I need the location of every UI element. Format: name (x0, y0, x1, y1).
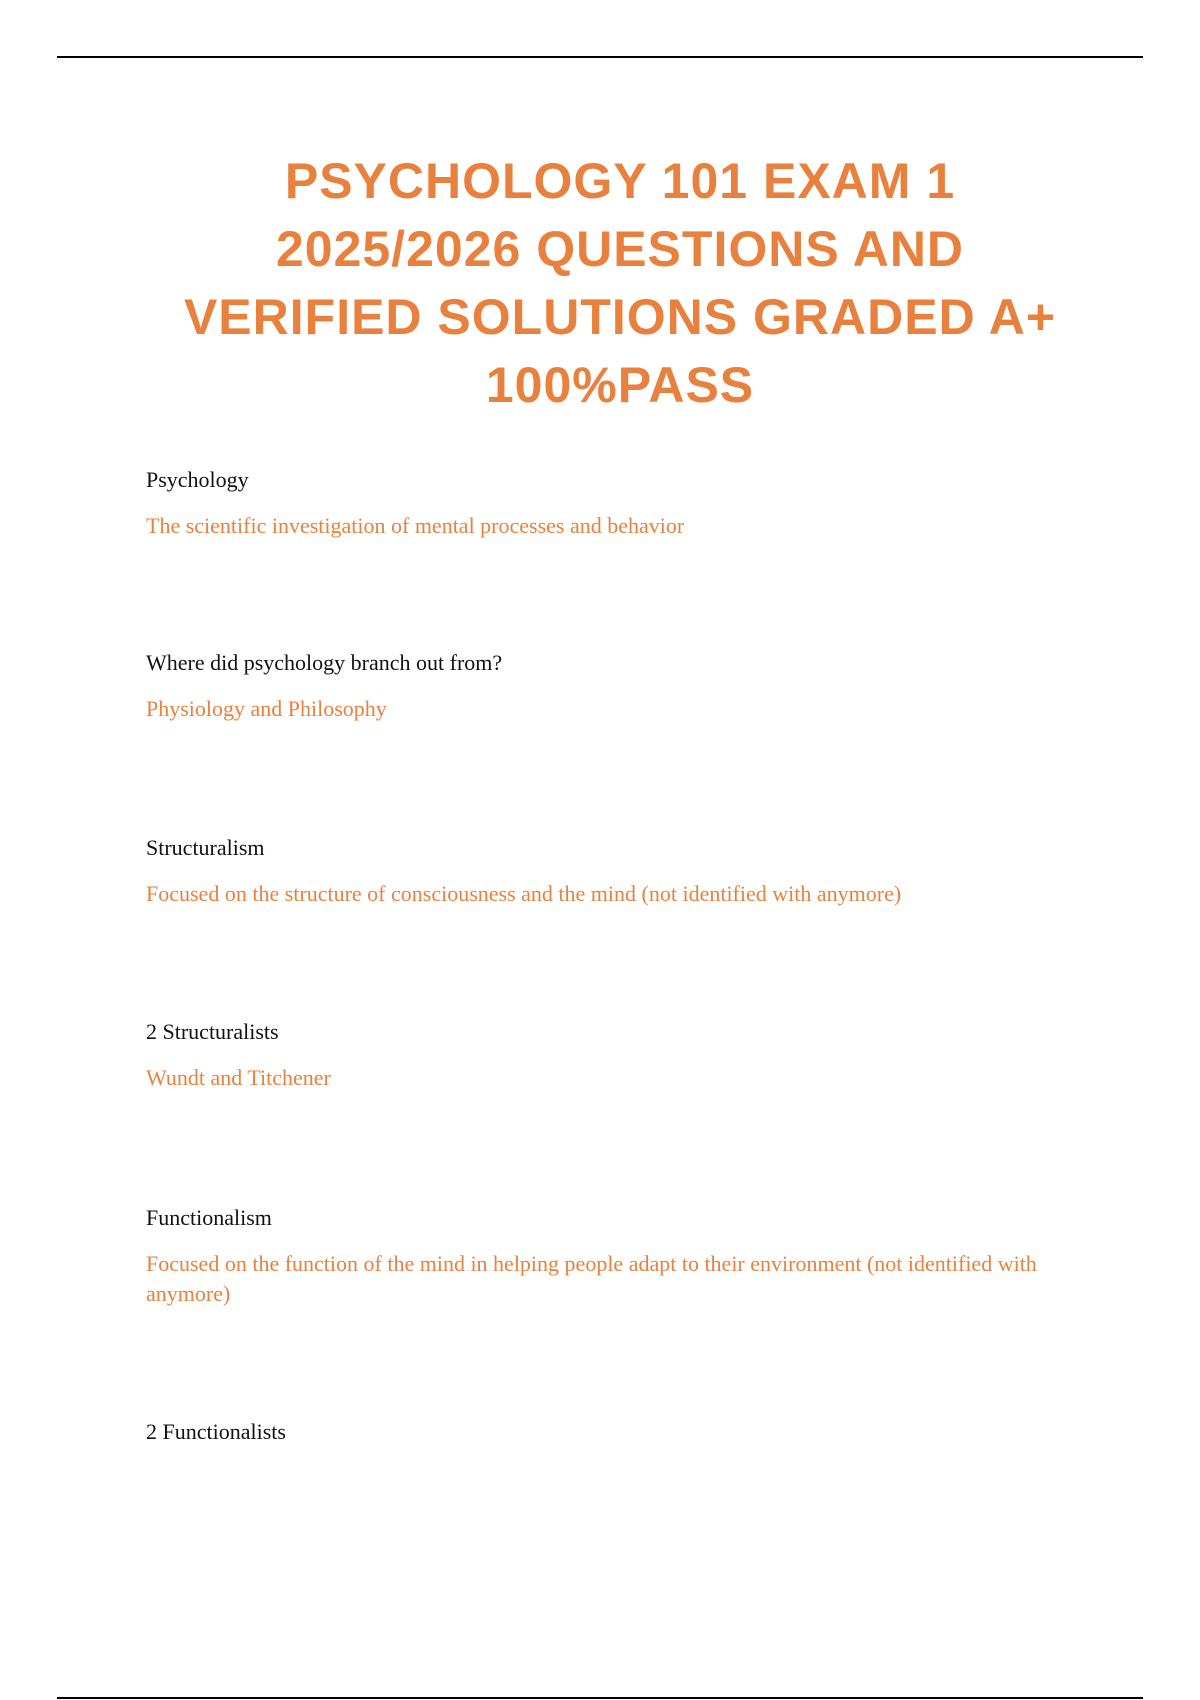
title-line: 2025/2026 QUESTIONS AND (275, 221, 965, 277)
qa-item-functionalists (146, 1417, 1106, 1463)
qa-item-structuralism (146, 833, 1106, 909)
qa-item-structuralists (146, 1017, 1106, 1093)
answer-text: Physiology and Philosophy (146, 696, 387, 721)
title-line: 100%PASS (485, 357, 755, 413)
qa-item-functionalism (146, 1203, 1106, 1309)
question-text: Psychology (146, 467, 249, 492)
top-rule (57, 56, 1143, 58)
qa-item-psychology (146, 465, 1106, 541)
question-text: Structuralism (146, 835, 265, 860)
question-text: 2 Functionalists (146, 1419, 286, 1444)
bottom-rule (57, 1697, 1143, 1699)
answer-text: Focused on the function of the mind in helping people adapt to their environment (not identified with anymore) (146, 1251, 1037, 1306)
question-text: Functionalism (146, 1205, 272, 1230)
question-text: 2 Structuralists (146, 1019, 279, 1044)
answer-text: The scientific investigation of mental processes and behavior (146, 513, 685, 538)
qa-item-branch-origin (146, 648, 1106, 724)
document-title (100, 147, 1140, 419)
question-text: Where did psychology branch out from? (146, 650, 503, 675)
answer-text: Wundt and Titchener (146, 1065, 331, 1090)
title-line: PSYCHOLOGY 101 EXAM 1 (284, 153, 956, 209)
title-line: VERIFIED SOLUTIONS GRADED A+ (183, 289, 1057, 345)
answer-text: Focused on the structure of consciousness and the mind (not identified with anymore) (146, 881, 902, 906)
